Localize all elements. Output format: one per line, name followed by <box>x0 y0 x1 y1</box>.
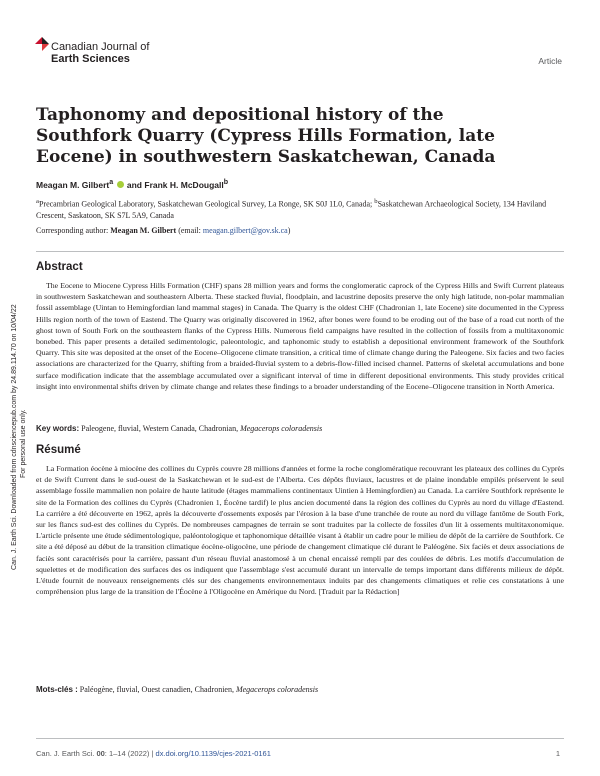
resume-keywords <box>36 685 318 694</box>
citation-journal: Can. J. Earth Sci. <box>36 749 97 758</box>
abstract-heading: Abstract <box>36 261 83 273</box>
resume-text: La Formation éocène à miocène des collines du Cyprès couvre 28 millions d'années et forme la roche conglomératique recouvrant les plateaux des collines du Cyprès et de Swift Current dans le sud-ouest de la Saskatchewan et le sud-est de l'Alberta. Ces dépôts fluviaux, lacustres et de plaine inondable empilés préservent le seul assemblage fossile mammalien non polaire de haute latitude (étages mammaliens continentaux Uintien à Hemingfordien) au Canada. La carrière Southfork représente le site de la Formation des collines du Cyprès (Chadronien 1, Éocène tardif) le plus ancien documenté dans la région des collines du Cyprès au nord du village d'Eastend. La carrière a été découverte en 1962, après la découverte d'ossements exposés par l'érosion à la base d'une tranchée de route au nord du village fantôme de South Fork, sur les flancs sud-est des collines du Cyprès. De nombreuses campagnes de terrain se sont traduites par la collecte de fossiles d'un lit à ossements multitaxonomique. L'article présente une étude sédimentologique, paléontologique et taphonomique détaillée visant à établir un cadre pour le milieu de dépôt de la carrière de Southfork. Ce site a été déposé au début de la transition climatique éocène-oligocène, une période de changement climatique clé durant le Paléogène. Six faciès et deux associations de faciès sont caractérisés pour la carrière, passant d'un réseau fluvial anastomosé à un chenal encaissé rempli par des coulées de débris. Les motifs d'accumulation de squelettes et de modification des surfaces des os indiquent que l'assemblage s'est accumulé durant un intervalle de temps important dans différents milieux de dépôt. L'étude fournit de nouveaux renseignements clés sur des changements environnementaux induits par des changements climatiques et relie ces constatations à une compréhension plus large de la transition de l'Éocène à l'Oligocène en Amérique du Nord. [Traduit par la Rédaction] <box>36 464 564 597</box>
keywords-label: Mots-clés : <box>36 685 78 694</box>
keywords-italic: Megacerops coloradensis <box>235 685 319 694</box>
affiliation-marker: b <box>374 198 378 205</box>
side-note-line2: For personal use only. <box>20 409 27 478</box>
citation-volume: 00 <box>96 749 105 758</box>
corresponding-name: Meagan M. Gilbert <box>110 226 177 235</box>
author-name: Frank H. McDougall <box>144 179 224 190</box>
journal-name-line2: Earth Sciences <box>51 53 130 65</box>
article-title: Taphonomy and depositional history of the Southfork Quarry (Cypress Hills Formation, late Eocene) in southwestern Saskatchewan, Canada <box>36 105 496 167</box>
author-list <box>36 178 228 190</box>
journal-name-line1: Canadian Journal of <box>51 41 150 53</box>
affiliation-marker: a <box>36 198 39 205</box>
affiliations <box>36 196 564 221</box>
footer-citation <box>36 749 271 758</box>
keywords-label: Key words: <box>36 424 80 433</box>
article-type-label: Article <box>538 56 562 66</box>
keywords-list: Paléogène, fluvial, Ouest canadien, Chadronien, <box>77 685 236 694</box>
footer-divider <box>36 738 564 739</box>
keywords-list: Paleogene, fluvial, Western Canada, Chadronian, <box>79 424 241 433</box>
page-number: 1 <box>555 749 560 758</box>
keywords-italic: Megacerops coloradensis <box>240 424 323 433</box>
email-link[interactable]: meagan.gilbert@gov.sk.ca <box>202 226 288 235</box>
corresponding-label: Corresponding author: <box>36 226 111 235</box>
citation-pages: : 1–14 (2022) | <box>104 749 156 758</box>
abstract-keywords <box>36 424 322 433</box>
orcid-icon[interactable] <box>117 181 124 188</box>
side-note-line1: Can. J. Earth Sci. Downloaded from cdnsciencepub.com by 24.89.114.70 on 10/04/22 <box>11 304 18 570</box>
affiliation-text: Precambrian Geological Laboratory, Saskatchewan Geological Survey, La Ronge, SK S0J 1L0, Canada; <box>38 199 373 209</box>
section-divider <box>36 251 564 252</box>
affiliation-marker: b <box>223 178 229 186</box>
affiliation-marker: a <box>109 178 114 186</box>
resume-heading: Résumé <box>36 444 81 456</box>
corresponding-author <box>36 226 290 235</box>
affiliation-text: Saskatchewan Archaeological Society, 134 Haviland Crescent, Saskatoon, SK S7L 5A9, Canada <box>36 199 547 220</box>
email-prefix: (email: <box>176 226 203 235</box>
email-suffix: ) <box>287 226 291 235</box>
author-name: Meagan M. Gilbert <box>36 179 110 190</box>
journal-logo <box>34 35 174 69</box>
abstract-text: The Eocene to Miocene Cypress Hills Formation (CHF) spans 28 million years and forms the conglomeratic caprock of the Cypress Hills and Swift Current plateaus in southwestern Saskatchewan and southeastern Alberta. These stacked fluvial, floodplain, and lacustrine deposits preserve the only high latitude, non-polar mammalian fossil assemblage (Uintan to Hemingfordian land mammal stages) in Canada. The Quarry is the oldest CHF (Chadronian 1, late Eocene) site documented in the Cypress Hills region north of the town of Eastend. The Quarry was originally discovered in 1962, after bones were found to be eroding out of the base of a road cut north of the ghost town of South Fork on the southeastern flanks of the Cypress Hills. Numerous field campaigns have resulted in the collection of fossils from a multitaxonomic bonebed. This paper presents a detailed sedimentologic, paleontologic, and taphonomic study to establish a depositional environment framework of the Southfork Quarry. This site was deposited at the onset of the Eocene–Oligocene climate transition, a critical time of climate change during the Paleogene. Six facies and two facies associations are characterized for the Quarry, shifting from a braided-fluvial system to a debris-flow-filled incised channel. Patterns of skeletal accumulations and bone surface modification indicate that the assemblage accumulated over a significant interval of time in different depositional environments. This study provides critical insight into environmental shifts driven by climate change and relates these findings to a broader understanding of the Eocene–Oligocene transition in North America. <box>36 281 564 391</box>
doi-link[interactable]: dx.doi.org/10.1139/cjes-2021-0161 <box>155 749 271 758</box>
author-separator: and <box>124 179 145 190</box>
